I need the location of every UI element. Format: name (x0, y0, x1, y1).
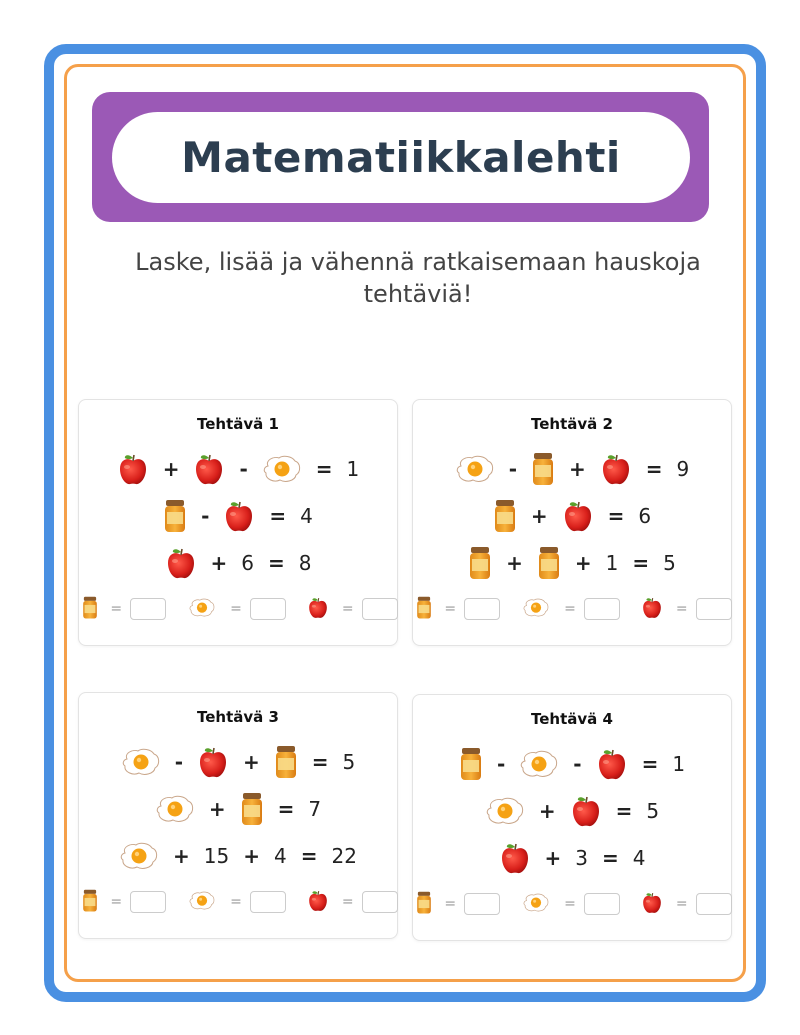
equals-sign: = (444, 896, 457, 912)
honey-jar-icon (416, 891, 432, 917)
number: 7 (308, 797, 322, 821)
answer-group (182, 885, 286, 919)
equation-row (78, 742, 398, 782)
apple-icon (562, 499, 594, 533)
honey-jar-icon (531, 452, 555, 486)
fried-egg-icon (523, 892, 550, 915)
number: 1 (605, 551, 619, 575)
answer-input-apple[interactable] (696, 893, 732, 915)
answer-input-egg[interactable] (250, 598, 286, 620)
answer-group (78, 590, 166, 628)
apple-icon (223, 499, 255, 533)
number: 4 (274, 844, 287, 868)
answer-input-jar[interactable] (130, 891, 166, 913)
answer-input-jar[interactable] (464, 598, 500, 620)
task-title: Tehtävä 3 (197, 708, 279, 726)
page-title: Matematiikkalehti (181, 133, 621, 182)
equals-sign: = (444, 601, 457, 617)
operator: = (602, 846, 619, 870)
equation-row (78, 496, 398, 536)
operator: = (315, 457, 333, 481)
number: 22 (331, 844, 357, 868)
equals-sign: = (675, 896, 688, 912)
operator: - (201, 504, 210, 528)
number: 6 (241, 551, 254, 575)
answer-row (78, 883, 398, 921)
answer-input-apple[interactable] (362, 891, 398, 913)
operator: + (574, 551, 592, 575)
equation-row (412, 496, 732, 536)
equation-row (78, 836, 398, 876)
honey-jar-icon (163, 499, 187, 533)
apple-icon (165, 546, 197, 580)
operator: = (607, 504, 625, 528)
answer-group (412, 590, 500, 628)
answer-input-jar[interactable] (464, 893, 500, 915)
answer-group (636, 885, 732, 923)
operator: - (174, 750, 184, 774)
number: 1 (346, 457, 360, 481)
equation-row (412, 791, 732, 831)
operator: = (632, 551, 650, 575)
equation-row (78, 449, 398, 489)
operator: - (573, 752, 582, 776)
answer-group (636, 590, 732, 628)
operator: - (239, 457, 248, 481)
operator: + (538, 799, 556, 823)
equals-sign: = (564, 896, 576, 912)
apple-icon (641, 596, 663, 622)
answer-input-egg[interactable] (584, 893, 620, 915)
operator: + (208, 797, 226, 821)
task-4 (412, 694, 732, 941)
apple-icon (307, 889, 329, 915)
answer-row (412, 590, 732, 628)
task-title: Tehtävä 4 (531, 710, 613, 728)
equals-sign: = (341, 601, 354, 617)
operator: + (506, 551, 523, 575)
equals-sign: = (110, 601, 123, 617)
equals-sign: = (675, 601, 688, 617)
answer-group (78, 883, 166, 921)
equation-row (412, 543, 732, 583)
number: 4 (300, 504, 313, 528)
equals-sign: = (341, 894, 354, 910)
equals-sign: = (230, 894, 242, 910)
fried-egg-icon (485, 796, 525, 826)
fried-egg-icon (119, 841, 159, 871)
honey-jar-icon (493, 499, 517, 533)
number: 5 (663, 551, 676, 575)
honey-jar-icon (274, 745, 298, 779)
operator: = (269, 504, 287, 528)
fried-egg-icon (519, 749, 559, 779)
fried-egg-icon (121, 747, 161, 777)
number: 1 (672, 752, 686, 776)
task-3 (78, 692, 398, 939)
equals-sign: = (110, 894, 123, 910)
operator: + (544, 846, 562, 870)
honey-jar-icon (468, 546, 492, 580)
task-2 (412, 399, 732, 646)
operator: + (210, 551, 228, 575)
equation-row (412, 449, 732, 489)
honey-jar-icon (416, 596, 432, 622)
fried-egg-icon (189, 890, 216, 913)
operator: + (173, 844, 190, 868)
operator: + (162, 457, 180, 481)
honey-jar-icon (82, 596, 98, 622)
honey-jar-icon (240, 792, 264, 826)
equation-row (412, 744, 732, 784)
fried-egg-icon (455, 454, 495, 484)
number: 15 (203, 844, 230, 868)
apple-icon (197, 745, 229, 779)
answer-input-apple[interactable] (362, 598, 398, 620)
apple-icon (600, 452, 632, 486)
operator: = (277, 797, 295, 821)
answer-input-egg[interactable] (250, 891, 286, 913)
honey-jar-icon (537, 546, 561, 580)
number: 9 (676, 457, 690, 481)
task-title: Tehtävä 2 (531, 415, 613, 433)
operator: = (645, 457, 663, 481)
equals-sign: = (564, 601, 576, 617)
equation-row (78, 789, 398, 829)
fried-egg-icon (262, 454, 302, 484)
operator: = (268, 551, 285, 575)
operator: + (243, 844, 261, 868)
apple-icon (596, 747, 628, 781)
answer-group (412, 885, 500, 923)
fried-egg-icon (155, 794, 195, 824)
answer-input-apple[interactable] (696, 598, 732, 620)
operator: - (496, 752, 506, 776)
equation-row (78, 543, 398, 583)
task-title: Tehtävä 1 (197, 415, 279, 433)
honey-jar-icon (459, 747, 483, 781)
equals-sign: = (230, 601, 242, 617)
number: 5 (646, 799, 660, 823)
fried-egg-icon (189, 597, 216, 620)
operator: - (508, 457, 518, 481)
number: 6 (638, 504, 652, 528)
operator: = (311, 750, 329, 774)
answer-group (182, 592, 286, 626)
answer-input-jar[interactable] (130, 598, 166, 620)
title-pill (112, 112, 690, 203)
operator: = (300, 844, 318, 868)
answer-input-egg[interactable] (584, 598, 620, 620)
number: 5 (342, 750, 356, 774)
apple-icon (499, 841, 531, 875)
apple-icon (570, 794, 602, 828)
operator: + (530, 504, 548, 528)
fried-egg-icon (523, 597, 550, 620)
answer-group (302, 590, 398, 628)
task-1 (78, 399, 398, 646)
apple-icon (117, 452, 149, 486)
equation-row (412, 838, 732, 878)
apple-icon (307, 596, 329, 622)
operator: = (641, 752, 659, 776)
answer-group (516, 592, 620, 626)
number: 4 (632, 846, 646, 870)
operator: + (569, 457, 586, 481)
operator: + (243, 750, 260, 774)
apple-icon (641, 891, 663, 917)
number: 8 (298, 551, 312, 575)
page-subtitle: Laske, lisää ja vähennä ratkaisemaan hauskoja tehtäviä! (135, 248, 701, 308)
answer-group (516, 887, 620, 921)
operator: = (615, 799, 633, 823)
answer-row (78, 590, 398, 628)
number: 3 (575, 846, 588, 870)
answer-group (302, 883, 398, 921)
honey-jar-icon (82, 889, 98, 915)
apple-icon (193, 452, 225, 486)
answer-row (412, 885, 732, 923)
